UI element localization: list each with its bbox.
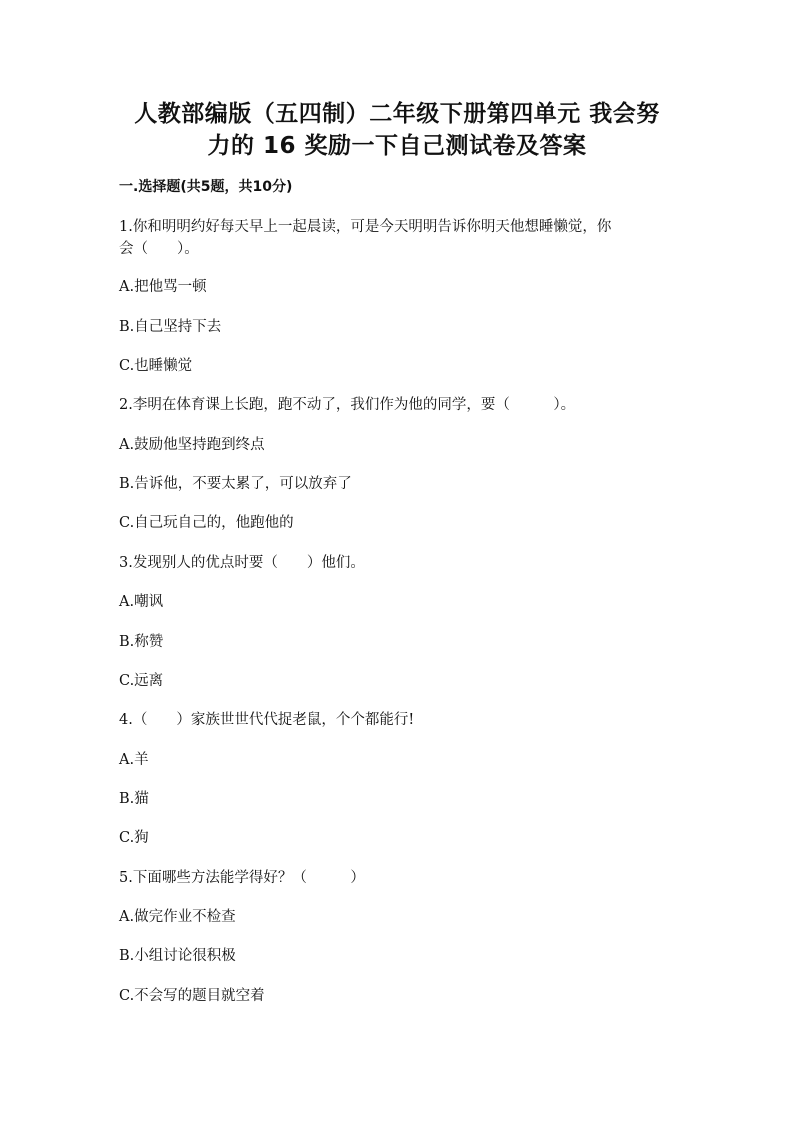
question-1-stem-continued: 会（ ）。 [119, 241, 199, 257]
question-3-option-b: B.称赞 [119, 634, 164, 650]
question-4-option-a: A.羊 [119, 752, 149, 768]
question-4-option-c: C.狗 [119, 830, 149, 846]
question-1-option-c: C.也睡懒觉 [119, 358, 193, 374]
question-2-stem: 2.李明在体育课上长跑，跑不动了，我们作为他的同学，要（ ）。 [119, 397, 576, 413]
question-5-option-a: A.做完作业不检查 [119, 909, 236, 925]
section-heading: 一.选择题(共5题，共10分) [119, 179, 293, 195]
question-4-stem: 4.（ ）家族世世代代捉老鼠，个个都能行! [119, 712, 415, 728]
question-4-option-b: B.猫 [119, 791, 149, 807]
question-2-option-c: C.自己玩自己的，他跑他的 [119, 515, 294, 531]
question-2-option-a: A.鼓励他坚持跑到终点 [119, 437, 265, 453]
question-3-option-c: C.远离 [119, 673, 164, 689]
page-title-line-2: 力的 16 奖励一下自己测试卷及答案 [207, 133, 587, 159]
question-1-option-b: B.自己坚持下去 [119, 319, 222, 335]
question-3-stem: 3.发现别人的优点时要（ ）他们。 [119, 555, 365, 571]
question-5-option-b: B.小组讨论很积极 [119, 948, 236, 964]
question-1-option-a: A.把他骂一顿 [119, 279, 207, 295]
question-5-stem: 5.下面哪些方法能学得好？（ ） [119, 870, 365, 886]
page-title-line-1: 人教部编版（五四制）二年级下册第四单元 我会努 [134, 101, 660, 127]
question-5-option-c: C.不会写的题目就空着 [119, 988, 265, 1004]
question-2-option-b: B.告诉他，不要太累了，可以放弃了 [119, 476, 352, 492]
question-3-option-a: A.嘲讽 [119, 594, 164, 610]
question-1-stem: 1.你和明明约好每天早上一起晨读，可是今天明明告诉你明天他想睡懒觉，你 [119, 219, 612, 235]
